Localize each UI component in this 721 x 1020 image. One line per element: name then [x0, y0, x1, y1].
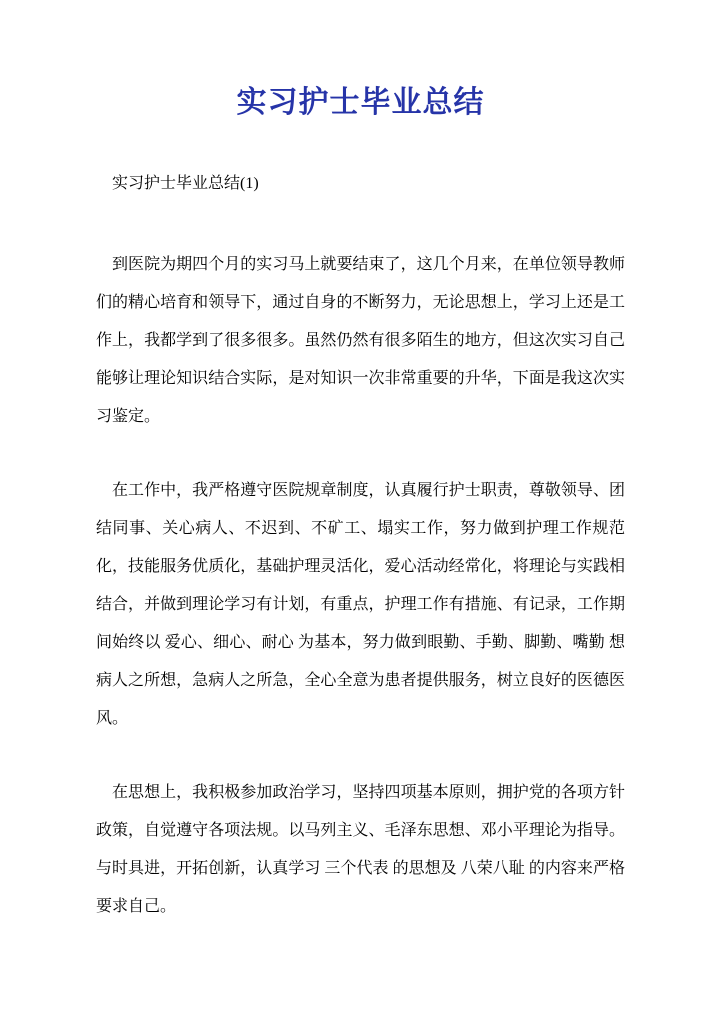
document-content [0, 172, 721, 926]
document-title: 实习护士毕业总结 [236, 86, 485, 119]
paragraph-1: 到医院为期四个月的实习马上就要结束了，这几个月来，在单位领导教师们的精心培育和领导下，通过自身的不断努力，无论思想上，学习上还是工作上，我都学到了很多很多。虽然仍然有很多陌生的地方，但这次实习自己能够让理论知识结合实际，是对知识一次非常重要的升华，下面是我这次实习鉴定。 [96, 256, 625, 425]
paragraph-2: 在工作中，我严格遵守医院规章制度，认真履行护士职责，尊敬领导、团结同事、关心病人、不迟到、不矿工、塌实工作，努力做到护理工作规范化，技能服务优质化，基础护理灵活化，爱心活动经常化，将理论与实践相结合，并做到理论学习有计划，有重点，护理工作有措施、有记录，工作期间始终以 爱心、细心、耐心 为基本，努力做到眼勤、手勤、脚勤、嘴勤 想病人之所想，急病人之所急，全心全意为患者提供服务，树立良好的医德医风。 [96, 482, 625, 727]
document-subtitle: 实习护士毕业总结(1) [112, 175, 259, 192]
paragraph-3: 在思想上，我积极参加政治学习，坚持四项基本原则，拥护党的各项方针政策，自觉遵守各项法规。以马列主义、毛泽东思想、邓小平理论为指导。与时具进，开拓创新，认真学习 三个代表 的思想及 八荣八耻 的内容来严格要求自己。 [96, 784, 625, 915]
